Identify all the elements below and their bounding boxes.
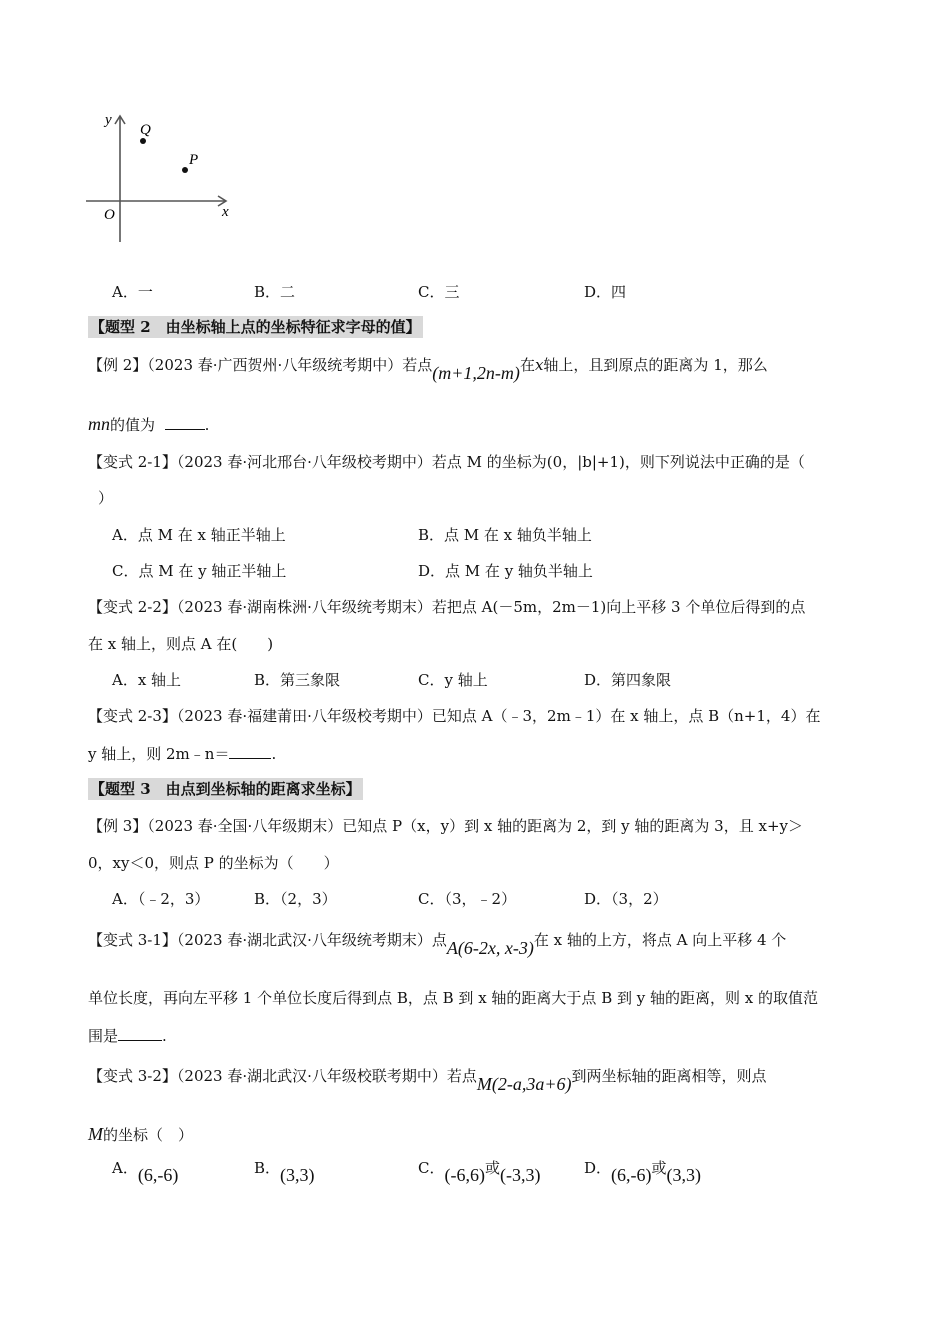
q1-option-a[interactable]: A．一 — [112, 283, 153, 301]
example3-option-c[interactable]: C．（3，﹣2） — [418, 890, 517, 908]
variant32-option-d-or: 或 — [651, 1159, 667, 1177]
example3-option-b[interactable]: B．（2，3） — [254, 890, 337, 908]
example3-line2: 0，xy＜0，则点 P 的坐标为（ ） — [88, 854, 339, 872]
example2-var-x: x — [534, 356, 544, 374]
variant32-option-a-formula: (6,-6) — [137, 1165, 179, 1185]
variant22-option-b[interactable]: B．第三象限 — [254, 671, 341, 689]
variant32-option-d[interactable] — [584, 1159, 702, 1186]
variant32-option-b-label: B． — [254, 1159, 281, 1177]
example2-formula: (m+1,2n-m) — [432, 363, 520, 383]
variant31-line3-text: 围是 — [88, 1027, 119, 1045]
variant31-line3 — [88, 1026, 167, 1046]
example2-line2 — [88, 414, 209, 435]
variant21-option-c[interactable]: C．点 M 在 y 轴正半轴上 — [112, 562, 287, 580]
example2-suffix: 轴上，且到原点的距离为 1，那么 — [543, 356, 768, 374]
variant23-answer-blank[interactable] — [229, 744, 271, 759]
variant22-option-c[interactable]: C．y 轴上 — [418, 671, 488, 689]
variant23-line1: 【变式 2-3】（2023 春·福建莆田·八年级校考期中）已知点 A（﹣3，2m﹣1）在 x 轴上，点 B（n+1，4）在 — [88, 707, 821, 725]
y-axis-label: y — [105, 112, 112, 128]
variant21-option-a[interactable]: A．点 M 在 x 轴正半轴上 — [112, 526, 286, 544]
variant31-formula: A(6-2x, x-3) — [446, 938, 534, 958]
variant32-option-c-formula1: (-6,6) — [444, 1165, 485, 1185]
variant32-option-d-label: D． — [584, 1159, 612, 1177]
example3-option-d[interactable]: D．（3，2） — [584, 890, 668, 908]
example2-prefix: 【例 2】（2023 春·广西贺州·八年级统考期中）若点 — [88, 356, 433, 374]
variant32-line2-text: 的坐标（ ） — [103, 1126, 194, 1144]
example2-line1 — [88, 354, 768, 383]
section2-header: 【题型 2 由坐标轴上点的坐标特征求字母的值】 — [90, 318, 421, 336]
variant32-option-b[interactable] — [254, 1159, 315, 1186]
q1-option-b[interactable]: B．二 — [254, 283, 296, 301]
variant31-prefix: 【变式 3-1】（2023 春·湖北武汉·八年级统考期末）点 — [88, 931, 447, 949]
variant23-line2 — [88, 744, 276, 764]
variant23-line2-end: . — [271, 745, 277, 763]
variant32-option-c[interactable] — [418, 1159, 541, 1186]
x-axis-label: x — [222, 204, 229, 220]
variant21-option-d[interactable]: D．点 M 在 y 轴负半轴上 — [418, 562, 593, 580]
variant22-option-a[interactable]: A．x 轴上 — [112, 671, 182, 689]
variant22-line2: 在 x 轴上，则点 A 在( ) — [88, 635, 274, 653]
variant32-option-c-formula2: (-3,3) — [499, 1165, 541, 1185]
variant22-line1: 【变式 2-2】（2023 春·湖南株洲·八年级统考期末）若把点 A(－5m，2m－1)向上平移 3 个单位后得到的点 — [88, 598, 806, 616]
point-q — [140, 138, 146, 144]
variant32-option-c-or: 或 — [484, 1159, 500, 1177]
variant21-option-b[interactable]: B．点 M 在 x 轴负半轴上 — [418, 526, 592, 544]
variant21-line1: 【变式 2-1】（2023 春·河北邢台·八年级校考期中）若点 M 的坐标为(0，|b|+1)，则下列说法中正确的是（ — [88, 453, 805, 471]
example3-option-a[interactable]: A．（﹣2，3） — [112, 890, 210, 908]
variant32-option-a-label: A． — [112, 1159, 138, 1177]
q1-option-c[interactable]: C．三 — [418, 283, 460, 301]
variant32-var-m: M — [88, 1124, 103, 1144]
variant22-option-d[interactable]: D．第四象限 — [584, 671, 672, 689]
variant32-option-d-formula2: (3,3) — [666, 1165, 702, 1185]
point-p-label: P — [189, 152, 199, 168]
example2-answer-blank[interactable] — [165, 415, 205, 430]
example3-line1: 【例 3】（2023 春·全国·八年级期末）已知点 P（x，y）到 x 轴的距离为 2，到 y 轴的距离为 3，且 x+y＞ — [88, 817, 803, 835]
variant23-line2-text: y 轴上，则 2m﹣n＝ — [88, 745, 230, 763]
section3-header: 【题型 3 由点到坐标轴的距离求坐标】 — [90, 780, 361, 798]
origin-label: O — [104, 207, 115, 223]
variant31-line3-end: . — [162, 1027, 167, 1045]
point-p — [182, 167, 188, 173]
variant31-suffix: 在 x 轴的上方，将点 A 向上平移 4 个 — [533, 931, 787, 949]
example2-line2-text: 的值为 — [110, 416, 156, 434]
point-q-label: Q — [140, 122, 151, 138]
example2-var-mn: mn — [88, 414, 110, 434]
variant31-line2: 单位长度，再向左平移 1 个单位长度后得到点 B，点 B 到 x 轴的距离大于点 B 到 y 轴的距离，则 x 的取值范 — [88, 989, 818, 1007]
q1-option-d[interactable]: D．四 — [584, 283, 627, 301]
example2-mid: 在 — [519, 356, 535, 374]
variant21-line2: ） — [98, 489, 114, 507]
variant32-option-b-formula: (3,3) — [280, 1165, 315, 1185]
example2-line2-end: . — [204, 416, 210, 434]
variant32-formula: M(2-a,3a+6) — [476, 1074, 572, 1094]
variant31-answer-blank[interactable] — [118, 1026, 162, 1041]
variant31-line1 — [88, 929, 787, 958]
variant32-option-d-formula1: (6,-6) — [611, 1165, 652, 1185]
variant32-option-a[interactable] — [112, 1159, 179, 1186]
variant32-option-c-label: C． — [418, 1159, 445, 1177]
variant32-prefix: 【变式 3-2】（2023 春·湖北武汉·八年级校联考期中）若点 — [88, 1067, 477, 1085]
variant32-line2 — [88, 1124, 193, 1145]
variant32-line1 — [88, 1065, 767, 1094]
variant32-suffix: 到两坐标轴的距离相等，则点 — [571, 1067, 767, 1085]
coordinate-figure — [80, 108, 250, 248]
